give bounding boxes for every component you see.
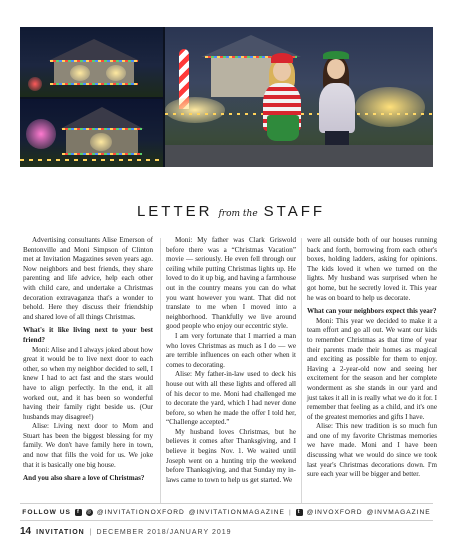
answer-paragraph: I am very fortunate that I married a man who loves Christmas as much as I do — we are terrible influences on each other when it comes to decorating. — [166, 331, 296, 369]
answer-paragraph: My husband loves Christmas, but he believes it comes after Thanksgiving, and I believe it begins Nov. 1. We waited until Joseph went on a hunting trip the weekend before Thanksgiving, and that Sunday my in-laws came to town to help us get started. We — [166, 427, 296, 484]
title-staff: STAFF — [263, 203, 326, 220]
answer-paragraph: Alise: This new tradition is so much fun and one of my favorite Christmas memories we have made. Moni and I have been discussing what we would do since we took last year's Christmas decorations down. I'm sure each year will be bigger and better. — [307, 422, 437, 479]
column-divider — [160, 238, 161, 504]
lit-house-photo — [20, 99, 163, 167]
answer-paragraph: were all outside both of our houses running back and forth, borrowing from each other's boxes, holding ladders, asking for opinions. The kids loved it when we turned on the lights. My husband was surprised when he got home, but he secretly loved it. This year he was on board to help us decorate. — [307, 236, 437, 302]
social-handle[interactable]: @INVITATIONMAGAZINE — [188, 508, 285, 516]
house-with-lights-photo — [20, 27, 163, 97]
page-number: 14 — [20, 526, 32, 537]
column-divider — [301, 238, 302, 504]
answer-paragraph: Moni: Alise and I always joked about how great it would be to live next door to each other, so when my neighbor decided to sell, I knew I had to act fast and the stars would have to align perfectly. In the end, it all worked out, and it has been so wonderful having their family right beside us. (Our husbands may disagree!) — [23, 345, 153, 421]
answer-paragraph: Moni: My father was Clark Griswold before there was a “Christmas Vacation” movie — seriously. He even fell through our ceiling while putting Christmas lights up. He loved to do it up big, and having a farmhouse out in the country means you can do what you want however you want. That did not translate to me when I moved into a neighborhood. Thankfully we live around good people who enjoy our eccentric style. — [166, 236, 296, 331]
magazine-name: INVITATION — [36, 529, 85, 536]
separator: | — [288, 508, 292, 516]
intro-paragraph: Advertising consultants Alise Emerson of Bentonville and Moni Simpson of Clinton met at Invitation Magazines seven years ago. Now neighbors and best friends, they share parenting and life advice, help each other with child care, and undertake a Christmas decoration extravaganza that's a wonder to behold. Here they discuss their friendship and shared love of all things Christmas. — [23, 236, 153, 321]
social-follow-bar — [20, 503, 433, 521]
social-handle[interactable]: @INVMAGAZINE — [366, 508, 431, 516]
separator: | — [89, 529, 92, 536]
social-handle[interactable]: @INVOXFORD — [306, 508, 363, 516]
answer-paragraph: Alise: Living next door to Mom and Stuart has been the biggest blessing for my family. We don't have family here in town, and now that fills the void for us. We joke that it is basically one big house. — [23, 422, 153, 469]
title-script: from the — [218, 209, 258, 219]
answer-paragraph: Moni: This year we decided to make it a team effort and go all out. We want our kids to remember Christmas as that time of year their parents made their homes as magical and exciting as possible for them to enjoy. Having a 2-year-old now and seeing her excitement for the season and her complete wonderment as she stands in our yard and just takes it all in is really what we do it for. I remember that feeling as a child, and it's one of the greatest memories and gifts I have. — [307, 316, 437, 421]
photo-collage — [20, 27, 433, 167]
issue-date: DECEMBER 2018/JANUARY 2019 — [96, 529, 232, 536]
facebook-icon[interactable]: f — [75, 509, 82, 516]
article-column-2 — [166, 236, 296, 485]
twitter-icon[interactable]: t — [296, 509, 303, 516]
social-handle[interactable]: @INVITATIONOXFORD — [96, 508, 185, 516]
answer-paragraph: Alise: My father-in-law used to deck his house out with all these lights and offered all of his decor to me. Moni had challenged me to decorate the yard, which I had never done before, so when he made the offer I told her, “Challenge accepted.” — [166, 370, 296, 427]
article-column-3 — [307, 236, 437, 480]
page-footer — [20, 526, 232, 537]
instagram-icon[interactable]: ◎ — [86, 508, 93, 515]
page-title — [0, 203, 462, 221]
question-heading: And you also share a love of Christmas? — [23, 474, 145, 483]
article-column-1 — [23, 236, 153, 484]
title-letter: LETTER — [136, 203, 213, 220]
two-women-holiday-photo — [165, 27, 433, 167]
follow-label: FOLLOW US — [22, 508, 71, 516]
question-heading: What can your neighbors expect this year? — [307, 307, 437, 316]
question-heading: What's it like living next to your best friend? — [23, 326, 153, 344]
